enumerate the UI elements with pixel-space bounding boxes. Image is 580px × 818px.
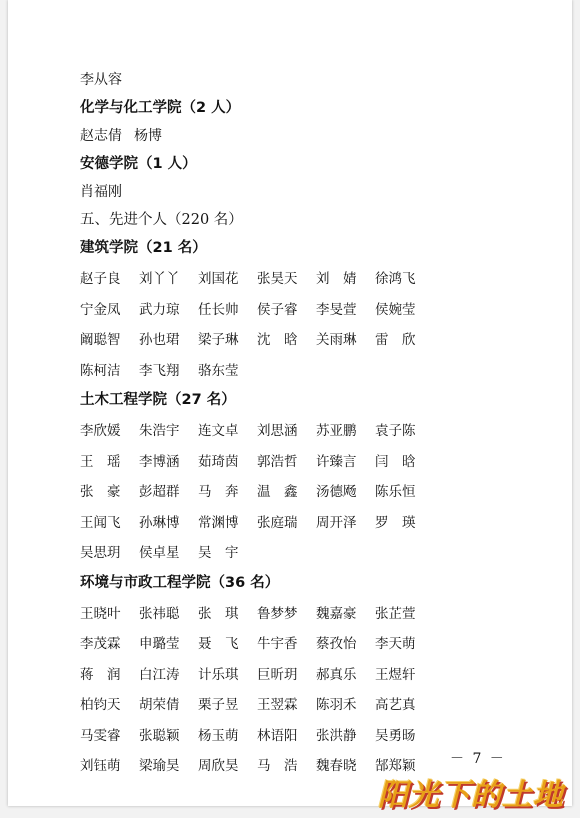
name-row <box>80 295 440 326</box>
person-name: 林语阳 <box>257 727 298 744</box>
person-name: 白江涛 <box>139 666 180 683</box>
name-row <box>80 325 440 356</box>
person-name: 郭浩哲 <box>257 453 298 470</box>
name-grid-environment <box>80 599 440 782</box>
person-name: 阚聪智 <box>80 332 121 348</box>
person-name: 茹琦茵 <box>198 453 239 470</box>
person-name: 梁瑜昊 <box>139 758 180 774</box>
person-name: 张洪静 <box>316 727 357 744</box>
section-heading-chemistry: 化学与化工学院（2 人） <box>80 100 241 116</box>
watermark-logo: 阳光下的土地 <box>378 778 564 813</box>
person-name: 郝真乐 <box>316 666 357 683</box>
person-name: 梁子琳 <box>198 332 239 348</box>
person-name: 张聪颖 <box>139 727 180 744</box>
person-name: 申璐莹 <box>139 636 180 652</box>
person-name: 王 瑶 <box>80 453 121 470</box>
person-name: 孙也珺 <box>139 332 180 348</box>
person-name: 吴 宇 <box>198 545 239 561</box>
person-name: 朱浩宇 <box>139 423 180 439</box>
person-name: 李茂霖 <box>80 636 121 652</box>
person-name: 张昊天 <box>257 271 298 287</box>
person-name: 陈柯洁 <box>80 362 121 379</box>
section-heading-ande: 安德学院（1 人） <box>80 156 197 172</box>
person-name: 鲁梦梦 <box>257 605 298 622</box>
name-row <box>80 447 440 478</box>
person-name: 刘 婧 <box>316 271 357 287</box>
person-name: 魏春晓 <box>316 758 357 774</box>
person-name: 刘钰萌 <box>80 758 121 774</box>
person-name: 张 豪 <box>80 484 121 500</box>
college-heading-architecture: 建筑学院（21 名） <box>80 240 207 256</box>
person-name: 蒋 润 <box>80 666 121 683</box>
person-name: 李飞翔 <box>139 362 180 379</box>
part-title-advanced-individuals: 五、先进个人（220 名） <box>80 212 243 228</box>
person-name: 许臻言 <box>316 453 357 470</box>
person-name: 陈羽禾 <box>316 697 357 713</box>
name-row <box>80 508 440 539</box>
person-name: 王翌霖 <box>257 697 298 713</box>
name-row <box>80 660 440 691</box>
person-name: 李天萌 <box>375 636 416 652</box>
person-name: 李欣媛 <box>80 423 121 439</box>
person-name: 连文卓 <box>198 423 239 439</box>
person-name: 赵志倩 <box>80 128 122 144</box>
name-row <box>80 721 440 752</box>
person-name: 计乐琪 <box>198 666 239 683</box>
person-name: 胡荣倩 <box>139 697 180 713</box>
name-row <box>80 538 440 569</box>
person-name: 高艺真 <box>375 697 416 713</box>
person-name: 侯婉莹 <box>375 301 416 318</box>
person-name: 杨玉萌 <box>198 727 239 744</box>
person-name: 马 奔 <box>198 484 239 500</box>
person-name: 柏钧天 <box>80 697 121 713</box>
person-name: 袁子陈 <box>375 423 416 439</box>
college-heading-civil: 土木工程学院（27 名） <box>80 392 236 408</box>
person-name: 刘国花 <box>198 271 239 287</box>
person-name: 张祎聪 <box>139 605 180 622</box>
name-list-ande <box>80 178 440 206</box>
person-name: 孙琳博 <box>139 514 180 531</box>
name-row <box>80 416 440 447</box>
person-name: 吴勇旸 <box>375 727 416 744</box>
person-name: 张庭瑞 <box>257 514 298 531</box>
name-grid-civil <box>80 416 440 569</box>
person-name: 闫 晗 <box>375 453 416 470</box>
name-list-chemistry <box>80 122 440 150</box>
person-name: 杨博 <box>134 128 162 144</box>
person-name: 赵子良 <box>80 271 121 287</box>
person-name: 雷 欣 <box>375 332 416 348</box>
person-name: 苏亚鹏 <box>316 423 357 439</box>
name-row <box>80 264 440 295</box>
person-name: 郜郑颖 <box>375 758 416 774</box>
page-number: － 7 － <box>450 751 506 767</box>
person-name: 张芷萱 <box>375 605 416 622</box>
person-name: 聂 飞 <box>198 636 239 652</box>
person-name: 周开泽 <box>316 514 357 531</box>
person-name: 周欣昊 <box>198 758 239 774</box>
person-name: 蔡孜怡 <box>316 636 357 652</box>
name-row <box>80 599 440 630</box>
person-name: 彭超群 <box>139 484 180 500</box>
person-name: 巨昕玥 <box>257 666 298 683</box>
person-name: 徐鸿飞 <box>375 271 416 287</box>
name-row <box>80 690 440 721</box>
document-content <box>80 66 440 782</box>
person-name: 汤德飏 <box>316 484 357 500</box>
person-name: 吴思玥 <box>80 545 121 561</box>
person-name: 肖福刚 <box>80 184 122 200</box>
name-grid-architecture <box>80 264 440 386</box>
person-name: 侯子睿 <box>257 301 298 318</box>
person-name: 温 鑫 <box>257 484 298 500</box>
person-name: 侯卓星 <box>139 545 180 561</box>
person-name: 关雨琳 <box>316 332 357 348</box>
person-name: 骆东莹 <box>198 362 239 379</box>
person-name: 宁金凤 <box>80 301 121 318</box>
person-name: 武力琼 <box>139 301 180 318</box>
person-name: 刘丫丫 <box>139 271 180 287</box>
person-name: 陈乐恒 <box>375 484 416 500</box>
person-name: 马雯睿 <box>80 727 121 744</box>
college-heading-environment: 环境与市政工程学院（36 名） <box>80 574 280 591</box>
name-row <box>80 629 440 660</box>
intro-name: 李从容 <box>80 72 122 88</box>
person-name: 张 琪 <box>198 605 239 622</box>
person-name: 马 浩 <box>257 758 298 774</box>
person-name: 牛宇香 <box>257 636 298 652</box>
person-name: 王闻飞 <box>80 514 121 531</box>
person-name: 常渊博 <box>198 514 239 531</box>
person-name: 魏嘉豪 <box>316 605 357 622</box>
person-name: 刘思涵 <box>257 423 298 439</box>
person-name: 沈 晗 <box>257 332 298 348</box>
person-name: 栗子昱 <box>198 697 239 713</box>
name-row <box>80 356 440 387</box>
person-name: 王晓叶 <box>80 605 121 622</box>
name-row <box>80 477 440 508</box>
person-name: 王煜轩 <box>375 666 416 683</box>
person-name: 李博涵 <box>139 453 180 470</box>
person-name: 任长帅 <box>198 301 239 318</box>
person-name: 罗 瑛 <box>375 514 416 531</box>
person-name: 李旻萱 <box>316 301 357 318</box>
